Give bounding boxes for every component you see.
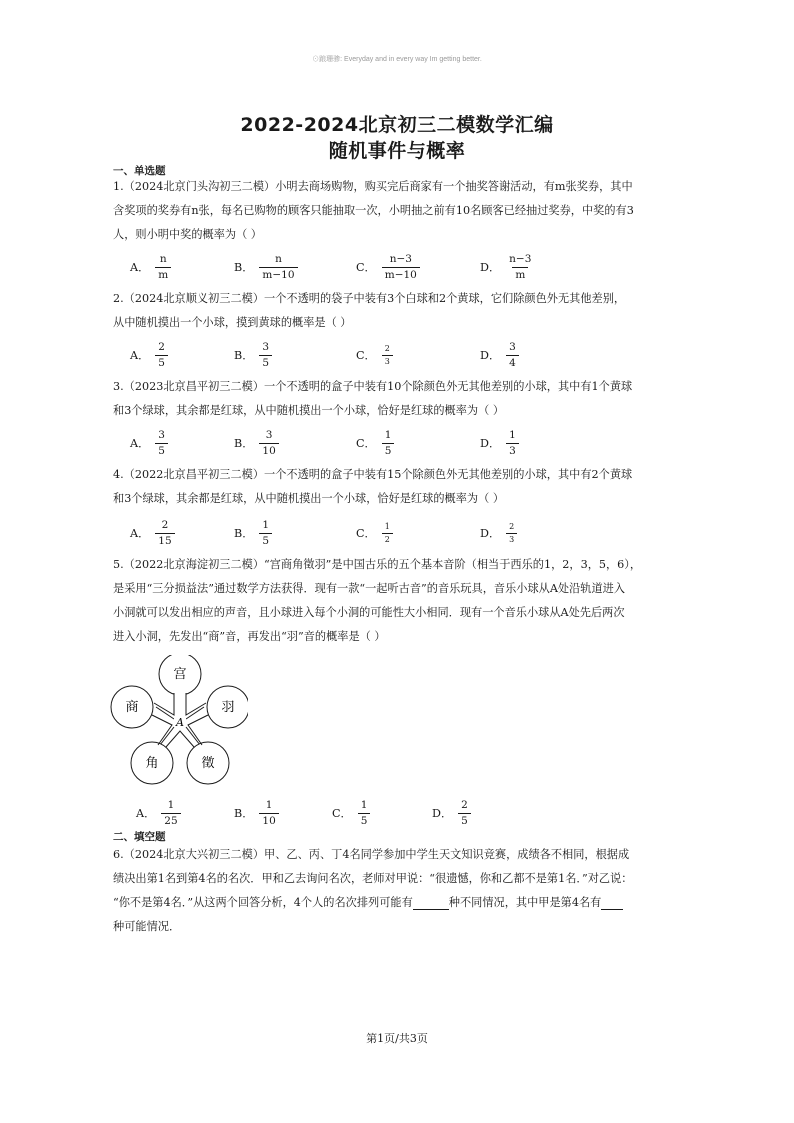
- option-fraction: $\frac{n}{m}$: [155, 254, 171, 280]
- q1-option-a[interactable]: [130, 250, 171, 284]
- q2-option-b[interactable]: [234, 338, 272, 372]
- q1-text-line3: 人，则小明中奖的概率为（ ）: [113, 228, 262, 241]
- q3-option-c[interactable]: [356, 426, 394, 460]
- hole-label-top: 宫: [173, 667, 187, 682]
- q2-options: [130, 338, 690, 372]
- option-fraction: $\frac{1}{10}$: [259, 800, 278, 826]
- q5-text-line1: 5.（2022北京海淀初三二模）“宫商角徵羽”是中国古乐的五个基本音阶（相当于西乐的1，2，3，5，6），: [113, 558, 642, 571]
- page-footer: 第1页/共3页: [366, 1032, 428, 1045]
- q1-text-line1: 1.（2024北京门头沟初三二模）小明去商场购物，购买完后商家有一个抽奖答谢活动，有m张奖券，其中: [113, 180, 633, 193]
- q3-options: [130, 426, 690, 460]
- option-fraction: $\frac{2}{5}$: [458, 800, 471, 826]
- page-subtitle: 随机事件与概率: [328, 140, 466, 162]
- option-fraction: $\frac{2}{15}$: [155, 520, 174, 546]
- option-fraction: $\frac{n-3}{m-10}$: [382, 254, 420, 280]
- option-fraction: $\frac{2}{5}$: [155, 342, 168, 368]
- option-fraction: $\frac{1}{25}$: [161, 800, 180, 826]
- hole-label-right: 羽: [221, 700, 235, 715]
- hole-label-bottom-left: 角: [145, 756, 159, 771]
- q2-option-c[interactable]: [356, 338, 393, 372]
- music-holes-diagram: [108, 655, 248, 789]
- section-heading-single-choice: 一、单选题: [113, 165, 166, 177]
- start-point-label: A: [176, 716, 184, 729]
- q2-text-line2: 从中随机摸出一个小球，摸到黄球的概率是（ ）: [113, 316, 352, 329]
- option-label: B．: [234, 349, 254, 362]
- q4-option-b[interactable]: [234, 516, 272, 550]
- option-label: B．: [234, 527, 254, 540]
- q5-option-d[interactable]: [432, 796, 471, 830]
- option-label: A．: [130, 349, 150, 362]
- q1-option-b[interactable]: [234, 250, 298, 284]
- option-fraction: $\frac{1}{5}$: [382, 430, 395, 456]
- option-label: C．: [332, 807, 352, 820]
- watermark: ⊙踉珊骖: Everyday and in every way Im getting better.: [312, 56, 482, 63]
- q2-text-line1: 2.（2024北京顺义初三二模）一个不透明的袋子中装有3个白球和2个黄球，它们除颜色外无其他差别，: [113, 292, 626, 305]
- q4-options: [130, 516, 690, 550]
- q5-options: [136, 796, 696, 830]
- q4-text-line2: 和3个绿球，其余都是红球，从中随机摸出一个小球，恰好是红球的概率为（ ）: [113, 492, 505, 505]
- option-label: B．: [234, 261, 254, 274]
- answer-blank-2[interactable]: [601, 896, 623, 910]
- option-fraction: $\frac{1}{2}$: [382, 523, 393, 544]
- option-label: A．: [130, 527, 150, 540]
- option-label: C．: [356, 437, 376, 450]
- option-label: D．: [480, 437, 501, 450]
- option-label: A．: [136, 807, 156, 820]
- q6-text-line3a: “你不是第4名．”从这两个回答分析，4个人的名次排列可能有: [113, 896, 413, 909]
- q2-option-d[interactable]: [480, 338, 519, 372]
- option-fraction: $\frac{n-3}{m}$: [509, 253, 532, 281]
- q5-option-c[interactable]: [332, 796, 370, 830]
- q2-option-a[interactable]: [130, 338, 168, 372]
- hole-label-left: 商: [125, 700, 139, 715]
- option-fraction: $\frac{1}{3}$: [506, 430, 519, 456]
- q1-option-d[interactable]: [480, 250, 534, 284]
- q4-option-d[interactable]: [480, 516, 517, 550]
- option-fraction: $\frac{1}{5}$: [259, 520, 272, 546]
- option-fraction: $\frac{3}{4}$: [506, 342, 519, 368]
- q3-option-b[interactable]: [234, 426, 279, 460]
- option-fraction: $\frac{n}{m-10}$: [259, 254, 297, 280]
- option-label: C．: [356, 261, 376, 274]
- hole-label-bottom-right: 徵: [201, 756, 215, 771]
- option-fraction: $\frac{2}{3}$: [506, 523, 517, 544]
- q4-option-c[interactable]: [356, 516, 393, 550]
- q1-text-line2: 含奖项的奖券有n张，每名已购物的顾客只能抽取一次，小明抽之前有10名顾客已经抽过奖券，中奖的有3: [113, 204, 634, 217]
- q1-option-c[interactable]: [356, 250, 420, 284]
- q6-text-line4: 种可能情况．: [113, 920, 181, 933]
- q5-text-line2: 是采用“三分损益法”通过数学方法获得．现有一款“一起听古音”的音乐玩具，音乐小球从A处沿轨道进入: [113, 582, 626, 595]
- q4-text-line1: 4.（2022北京昌平初三二模）一个不透明的盒子中装有15个除颜色外无其他差别的小球，其中有2个黄球: [113, 468, 633, 481]
- q6-text-line3: [113, 894, 693, 910]
- q3-text-line2: 和3个绿球，其余都是红球，从中随机摸出一个小球，恰好是红球的概率为（ ）: [113, 404, 505, 417]
- option-label: A．: [130, 261, 150, 274]
- q3-text-line1: 3.（2023北京昌平初三二模）一个不透明的盒子中装有10个除颜色外无其他差别的小球，其中有1个黄球: [113, 380, 633, 393]
- page-title: 2022-2024北京初三二模数学汇编: [240, 114, 554, 136]
- option-label: D．: [480, 261, 501, 274]
- option-label: B．: [234, 807, 254, 820]
- answer-blank-1[interactable]: [413, 896, 449, 910]
- q5-text-line3: 小洞就可以发出相应的声音，且小球进入每个小洞的可能性大小相同．现有一个音乐小球从A处先后两次: [113, 606, 625, 619]
- option-label: D．: [480, 527, 501, 540]
- option-label: C．: [356, 527, 376, 540]
- q5-text-line4: 进入小洞，先发出“商”音，再发出“羽”音的概率是（ ）: [113, 630, 386, 643]
- option-fraction: $\frac{3}{10}$: [259, 430, 278, 456]
- q3-option-d[interactable]: [480, 426, 519, 460]
- q6-text-line3b: 种不同情况，其中甲是第4名有: [448, 896, 602, 909]
- q4-option-a[interactable]: [130, 516, 175, 550]
- q1-options: [130, 250, 690, 284]
- option-label: A．: [130, 437, 150, 450]
- option-fraction: $\frac{3}{5}$: [259, 342, 272, 368]
- q6-text-line1: 6.（2024北京大兴初三二模）甲、乙、丙、丁4名同学参加中学生天文知识竞赛，成绩各不相同，根据成: [113, 848, 630, 861]
- q6-text-line2: 绩决出第1名到第4名的名次．甲和乙去询问名次，老师对甲说：“很遗憾，你和乙都不是第1名．”对乙说：: [113, 872, 633, 885]
- option-label: B．: [234, 437, 254, 450]
- q5-option-a[interactable]: [136, 796, 181, 830]
- q3-option-a[interactable]: [130, 426, 168, 460]
- option-fraction: $\frac{1}{5}$: [358, 800, 371, 826]
- option-fraction: $\frac{3}{5}$: [155, 430, 168, 456]
- option-label: D．: [480, 349, 501, 362]
- option-label: C．: [356, 349, 376, 362]
- q5-option-b[interactable]: [234, 796, 279, 830]
- option-label: D．: [432, 807, 453, 820]
- option-fraction: $\frac{2}{3}$: [382, 345, 393, 366]
- section-heading-fill-blank: 二、填空题: [113, 831, 166, 843]
